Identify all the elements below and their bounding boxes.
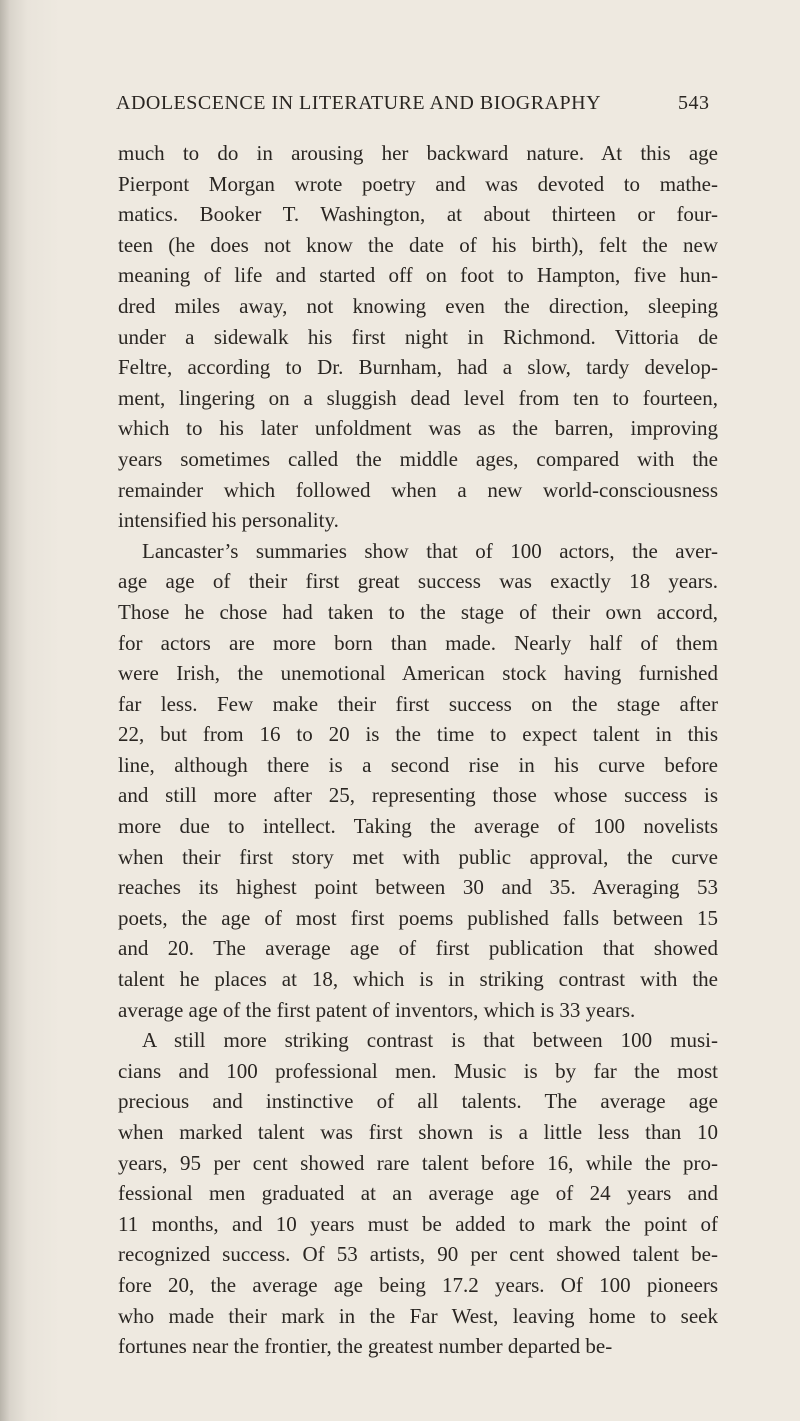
text-line: 11 months, and 10 years must be added to mark the point of — [118, 1211, 718, 1236]
text-line: under a sidewalk his first night in Richmond. Vittoria de — [118, 324, 718, 349]
text-line: dred miles away, not knowing even the direction, sleeping — [118, 293, 718, 318]
page-header — [116, 92, 716, 120]
text-line: line, although there is a second rise in his curve before — [118, 752, 718, 777]
text-line: talent he places at 18, which is in striking contrast with the — [118, 967, 718, 992]
text-line: for actors are more born than made. Nearly half of them — [118, 630, 718, 655]
text-line: when their first story met with public approval, the curve — [118, 844, 718, 869]
text-line: matics. Booker T. Washington, at about thirteen or four- — [118, 202, 718, 227]
text-line: fessional men graduated at an average age of 24 years and — [118, 1181, 718, 1206]
text-line: A still more striking contrast is that between 100 musi- — [142, 1028, 718, 1053]
text-line: which to his later unfoldment was as the barren, improving — [118, 416, 718, 441]
text-line: 22, but from 16 to 20 is the time to expect talent in this — [118, 722, 718, 747]
text-line: much to do in arousing her backward nature. At this age — [118, 141, 718, 165]
text-line: intensified his personality. — [118, 508, 339, 533]
page-number: 543 — [678, 92, 710, 114]
text-line: average age of the first patent of inventors, which is 33 years. — [118, 997, 636, 1022]
text-line: years, 95 per cent showed rare talent before 16, while the pro- — [118, 1150, 718, 1175]
running-title: ADOLESCENCE IN LITERATURE AND BIOGRAPHY — [116, 92, 602, 114]
text-line: reaches its highest point between 30 and 35. Averaging 53 — [118, 875, 718, 900]
paragraph — [118, 536, 718, 1026]
text-line: Lancaster’s summaries show that of 100 actors, the aver- — [142, 538, 718, 563]
text-line: age age of their first great success was exactly 18 years. — [118, 569, 718, 594]
text-line: Feltre, according to Dr. Burnham, had a slow, tardy develop- — [118, 355, 718, 380]
text-line: fore 20, the average age being 17.2 years. Of 100 pioneers — [118, 1272, 718, 1297]
text-line: and still more after 25, representing those whose success is — [118, 783, 718, 808]
text-line: Those he chose had taken to the stage of their own accord, — [118, 599, 718, 624]
text-line: years sometimes called the middle ages, compared with the — [118, 446, 718, 471]
text-line: far less. Few make their first success on the stage after — [118, 691, 718, 716]
text-line: recognized success. Of 53 artists, 90 per cent showed talent be- — [118, 1242, 718, 1267]
paragraph — [118, 1025, 718, 1362]
text-line: more due to intellect. Taking the average of 100 novelists — [118, 814, 718, 839]
text-line: and 20. The average age of first publication that showed — [118, 936, 718, 961]
text-line: teen (he does not know the date of his birth), felt the new — [118, 232, 718, 257]
text-line: poets, the age of most first poems published falls between 15 — [118, 905, 718, 930]
text-line: Pierpont Morgan wrote poetry and was devoted to mathe- — [118, 171, 718, 196]
text-line: meaning of life and started off on foot to Hampton, five hun- — [118, 263, 718, 288]
text-line: precious and instinctive of all talents. The average age — [118, 1089, 718, 1114]
body-text — [118, 138, 718, 1362]
paragraph — [118, 138, 718, 536]
text-line: when marked talent was first shown is a little less than 10 — [118, 1120, 718, 1144]
text-line: were Irish, the unemotional American stock having furnished — [118, 661, 718, 686]
text-line: who made their mark in the Far West, leaving home to seek — [118, 1303, 718, 1328]
text-line: remainder which followed when a new world-consciousness — [118, 477, 718, 502]
text-line: ment, lingering on a sluggish dead level from ten to fourteen, — [118, 385, 718, 410]
text-line: cians and 100 professional men. Music is by far the most — [118, 1058, 718, 1083]
text-line: fortunes near the frontier, the greatest number departed be- — [118, 1334, 613, 1359]
